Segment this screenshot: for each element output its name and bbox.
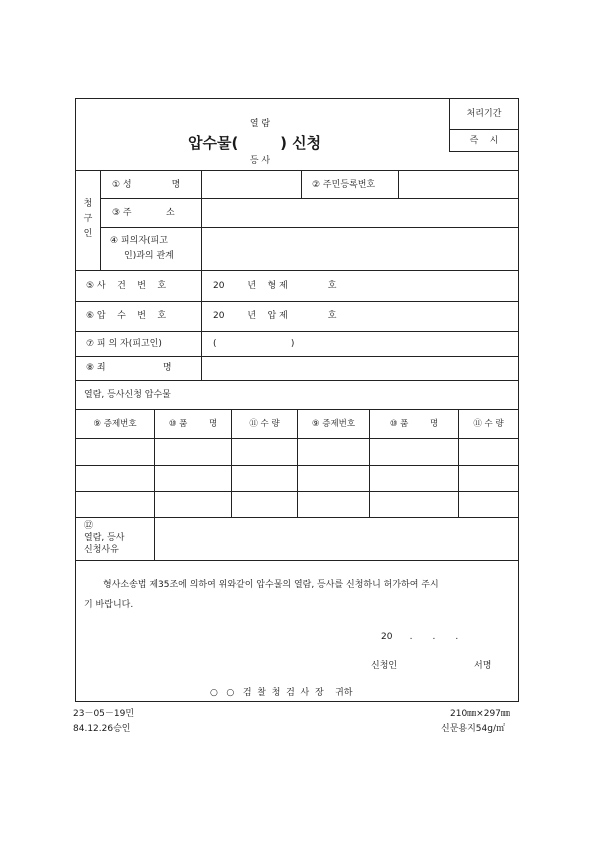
- rrn-label: ② 주민등록번호: [312, 180, 376, 190]
- addressee: ○ ○ 검 찰 청 검 사 장 귀하: [210, 688, 353, 698]
- address-field[interactable]: [202, 199, 518, 227]
- rrn-field[interactable]: [399, 171, 518, 198]
- applicant-label: 신청인: [371, 661, 398, 671]
- paper-type: 신문용지54g/㎡: [441, 724, 505, 734]
- rule-requester-col: [100, 170, 101, 270]
- col-header-item-name-1: ⑩ 품 명: [168, 419, 218, 429]
- crime-label: ⑧ 죄 명: [86, 363, 172, 373]
- table-row[interactable]: [76, 466, 518, 491]
- table-row[interactable]: [76, 492, 518, 517]
- border-right: [518, 98, 519, 702]
- seizure-number-label: ⑥ 압 수 번 호: [86, 311, 167, 321]
- col-header-exhibit-no-1: ⑨ 증제번호: [93, 419, 137, 429]
- col-header-quantity-1: ⑪ 수 량: [249, 419, 280, 429]
- rule-rrn-left: [301, 170, 302, 198]
- suspect-value[interactable]: ( ): [213, 339, 295, 349]
- approval-date: 84.12.26승인: [73, 724, 131, 734]
- table-row[interactable]: [76, 439, 518, 465]
- col-header-item-name-2: ⑩ 품 명: [389, 419, 439, 429]
- proc-divider-1: [449, 129, 519, 130]
- title-over: 열 람: [249, 119, 271, 129]
- name-field[interactable]: [202, 171, 301, 198]
- rule-case-bottom: [75, 301, 519, 302]
- border-left: [75, 98, 76, 702]
- statement-line-2: 기 바랍니다.: [84, 600, 134, 610]
- title-under: 등 사: [249, 156, 271, 166]
- reason-field[interactable]: [155, 518, 518, 560]
- reason-label-number: ⑫: [84, 521, 94, 531]
- date-line[interactable]: 20 . . .: [381, 632, 459, 642]
- rule-reason-bottom: [75, 560, 519, 561]
- reason-label-line2: 신청사유: [84, 545, 119, 555]
- form-code: 23－05－19민: [73, 709, 135, 719]
- case-number-label: ⑤ 사 건 번 호: [86, 281, 167, 291]
- reason-label-line1: 열람, 등사: [84, 533, 125, 543]
- relation-label-2: 인)과의 관계: [124, 251, 174, 261]
- items-heading: 열람, 등사신청 압수물: [84, 390, 171, 400]
- seizure-number-value[interactable]: 20 년 압 제 호: [213, 311, 337, 321]
- relation-field[interactable]: [202, 228, 518, 270]
- rule-requester-bottom: [75, 270, 519, 271]
- crime-field[interactable]: [202, 357, 518, 380]
- proc-box-bottom: [449, 151, 519, 152]
- col-header-exhibit-no-2: ⑨ 증제번호: [311, 419, 356, 429]
- border-top: [75, 98, 519, 99]
- requester-group-label: 청 구 인: [83, 199, 93, 239]
- processing-period-label: 처리기간: [466, 109, 502, 119]
- rule-crime-bottom: [75, 380, 519, 381]
- col-header-quantity-2: ⑪ 수 량: [473, 419, 504, 429]
- relation-label-1: ④ 피의자(피고: [110, 236, 168, 246]
- address-label: ③ 주 소: [112, 208, 175, 218]
- case-number-value[interactable]: 20 년 형 제 호: [213, 281, 337, 291]
- border-bottom: [75, 701, 519, 702]
- name-label: ① 성 명: [112, 180, 181, 190]
- rule-seizure-bottom: [75, 331, 519, 332]
- statement-line-1: 형사소송법 제35조에 의하여 위와같이 압수물의 열람, 등사를 신청하니 허가하여 주시: [103, 580, 439, 590]
- signature-label[interactable]: 서명: [474, 661, 492, 671]
- processing-period-value: 즉 시: [469, 136, 499, 146]
- paper-size: 210㎜×297㎜: [450, 709, 510, 719]
- suspect-label: ⑦ 피 의 자(피고인): [86, 339, 162, 349]
- page-title: 압수물( ) 신청: [188, 134, 322, 152]
